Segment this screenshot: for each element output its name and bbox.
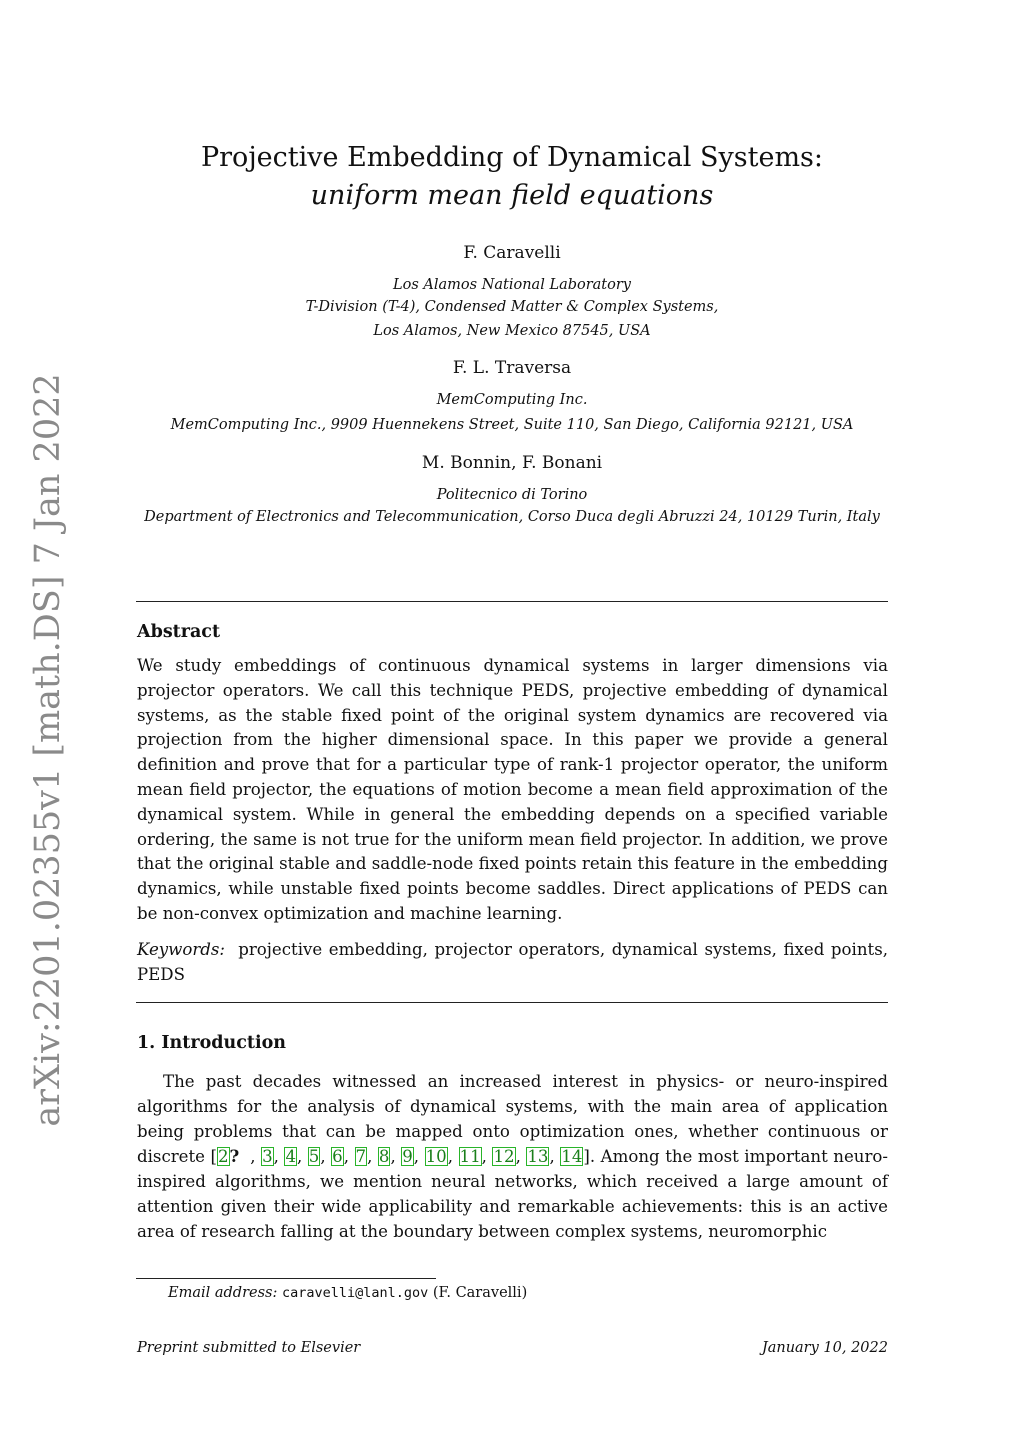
footer-preprint: Preprint submitted to Elsevier [137,1340,361,1356]
abstract-top-rule [136,601,888,602]
paper-subtitle: uniform mean field equations [310,180,714,211]
citation-link[interactable]: 6 [332,1147,343,1167]
abstract-heading: Abstract [137,622,221,642]
citation-link[interactable]: 10 [425,1147,447,1167]
email-link[interactable]: caravelli@lanl.gov [281,1285,429,1301]
affiliation-line: Los Alamos National Laboratory [393,277,631,293]
affiliation-line: Los Alamos, New Mexico 87545, USA [373,323,651,339]
keywords-list: projective embedding, projector operators, dynamical systems, fixed points, PEDS [137,940,888,984]
intro-text-before: The past decades witnessed an increased interest in physics- or neuro-inspired algorithms for the analysis of dynamical systems, with the main area of application being problems that can be mapped onto optimization ones, whether continuous or discrete [ [137,1072,888,1167]
paper-title: Projective Embedding of Dynamical Systems: [200,142,823,173]
citation-link[interactable]: 8 [378,1147,390,1167]
citation-link[interactable]: 4 [285,1147,296,1167]
citation-link[interactable]: 9 [402,1147,413,1167]
citation-link[interactable]: 14 [561,1147,583,1167]
intro-text-after: ]. Among the most important neuro-inspired algorithms, we mention neural networks, which received a large amount of attention given their wide applicability and remarkable achievements: this is an active area of research falling at the boundary between complex systems, neuromorphic [137,1147,889,1241]
affiliation-line: Department of Electronics and Telecommunication, Corso Duca degli Abruzzi 24, 10129 Turin, Italy [144,509,880,525]
keywords [137,938,888,988]
keywords-label: Keywords: [137,940,226,959]
abstract-bottom-rule [136,1002,888,1003]
citation-link[interactable]: 2 [217,1147,229,1167]
affiliation-line: MemComputing Inc. [436,392,588,408]
intro-paragraph: The past decades witnessed an increased interest in physics- or neuro-inspired algorithms for the analysis of dynamical systems, with the main area of application being problems that can be mapped onto optimization ones, whether continuous or discrete [2? , 3, 4, 5, 6, 7, 8, 9, 10, 11, 12, 13, 14]. Among the most important neuro-inspired algorithms, we mention neural networks, which received a large amount of attention given their wide applicability and remarkable achievements: this is an active area of research falling at the boundary between complex systems, neuromorphic [137,1072,889,1241]
citation-link[interactable]: 12 [493,1147,515,1167]
footer-date: January 10, 2022 [761,1340,888,1356]
author-name: M. Bonnin, F. Bonani [421,453,603,473]
citation-link[interactable]: 7 [355,1147,367,1167]
footnote-name: (F. Caravelli) [432,1285,528,1301]
citation-link[interactable]: 5 [308,1147,320,1167]
abstract-text: We study embeddings of continuous dynamical systems in larger dimensions via projector operators. We call this technique PEDS, projective embedding of dynamical systems, as the stable fixed point of the original system dynamics are recovered via projection from the higher dimensional space. In this paper we provide a general definition and prove that for a particular type of rank-1 projector operator, the uniform mean field projector, the equations of motion become a mean field approximation of the dynamical system. While in general the embedding depends on a specified variable ordering, the same is not true for the uniform mean field projector. In addition, we prove that the original stable and saddle-node fixed points retain this feature in the embedding dynamics, while unstable fixed points become saddles. Direct applications of PEDS can be non-convex optimization and machine learning. [137,656,888,923]
author-name: F. Caravelli [463,243,561,263]
email-label: Email address: [168,1285,278,1301]
affiliation-line: MemComputing Inc., 9909 Huennekens Street, Suite 110, San Diego, California 92121, USA [170,417,854,433]
footnote-rule [136,1278,436,1279]
citation-unresolved: ? [229,1146,240,1167]
citation-link[interactable]: 3 [262,1147,273,1167]
footnote [168,1283,527,1303]
arxiv-identifier: arXiv:2201.02355v1 [math.DS] 7 Jan 2022 [28,373,68,1127]
citation-link[interactable]: 11 [459,1147,481,1167]
author-name: F. L. Traversa [452,358,572,378]
affiliation-line: Politecnico di Torino [436,487,588,503]
citation-link[interactable]: 13 [527,1147,549,1167]
affiliation-line: T-Division (T-4), Condensed Matter & Complex Systems, [305,299,719,315]
section-heading: 1. Introduction [137,1033,286,1053]
